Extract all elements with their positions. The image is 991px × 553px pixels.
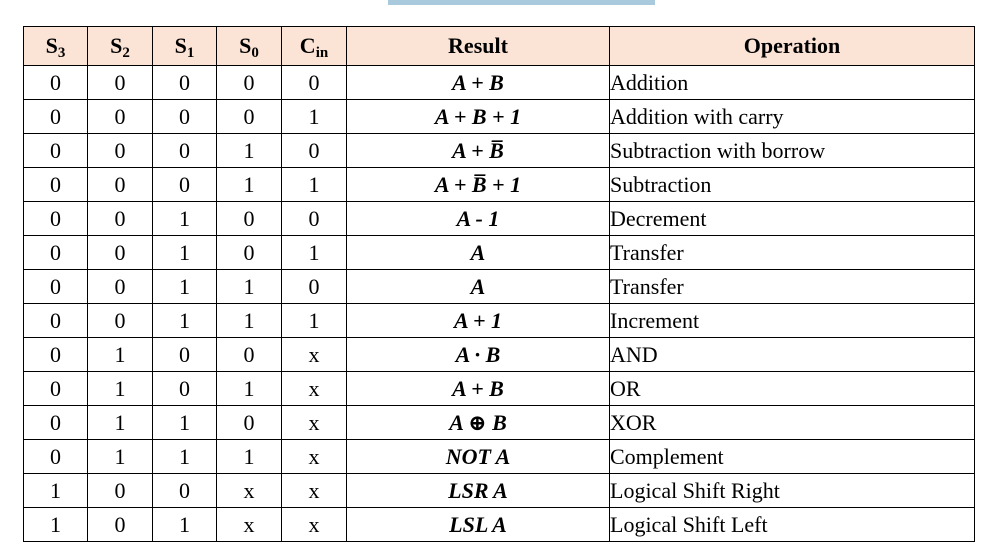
- cell-s1: 1: [153, 236, 217, 270]
- cell-s3: 0: [24, 338, 88, 372]
- cell-s2: 0: [88, 168, 153, 202]
- cell-s3: 0: [24, 66, 88, 100]
- cell-cin: x: [282, 406, 347, 440]
- cell-s3: 1: [24, 508, 88, 542]
- cell-cin: x: [282, 372, 347, 406]
- cell-s1: 0: [153, 338, 217, 372]
- cell-s0: 0: [217, 202, 282, 236]
- cell-result: LSL A: [347, 508, 610, 542]
- cell-cin: 0: [282, 202, 347, 236]
- cell-s1: 1: [153, 202, 217, 236]
- cell-cin: 0: [282, 270, 347, 304]
- cell-s2: 1: [88, 338, 153, 372]
- cell-s0: 0: [217, 236, 282, 270]
- cell-result: LSR A: [347, 474, 610, 508]
- table-row: [24, 508, 975, 542]
- cell-s0: 0: [217, 406, 282, 440]
- cell-operation: Logical Shift Left: [610, 508, 975, 542]
- cell-s1: 1: [153, 406, 217, 440]
- table-row: [24, 236, 975, 270]
- table-row: [24, 338, 975, 372]
- cell-s2: 0: [88, 474, 153, 508]
- cell-s3: 0: [24, 202, 88, 236]
- header-result: Result: [347, 27, 610, 66]
- cell-result: A + B̅: [347, 134, 610, 168]
- cell-result: A + 1: [347, 304, 610, 338]
- table-row: [24, 270, 975, 304]
- cell-s1: 1: [153, 508, 217, 542]
- cell-s0: 1: [217, 304, 282, 338]
- cell-s1: 0: [153, 134, 217, 168]
- cell-operation: Logical Shift Right: [610, 474, 975, 508]
- cell-result: A ⊕ B: [347, 406, 610, 440]
- cell-operation: Decrement: [610, 202, 975, 236]
- cell-cin: 0: [282, 66, 347, 100]
- cell-s0: 0: [217, 66, 282, 100]
- cell-cin: x: [282, 474, 347, 508]
- cell-s2: 0: [88, 236, 153, 270]
- cell-s3: 0: [24, 134, 88, 168]
- cell-result: A + B + 1: [347, 100, 610, 134]
- table-row: [24, 440, 975, 474]
- cell-result: NOT A: [347, 440, 610, 474]
- cell-s3: 0: [24, 270, 88, 304]
- table-row: [24, 168, 975, 202]
- table-row: [24, 134, 975, 168]
- cell-operation: AND: [610, 338, 975, 372]
- table-row: [24, 202, 975, 236]
- cell-operation: Addition with carry: [610, 100, 975, 134]
- header-s0: $S_0$: [217, 27, 282, 66]
- header-s3: $S_3$: [24, 27, 88, 66]
- cell-operation: Increment: [610, 304, 975, 338]
- header-s1: $S_1$: [153, 27, 217, 66]
- header-row: [24, 27, 975, 66]
- cell-s1: 1: [153, 440, 217, 474]
- cell-result: A + B: [347, 372, 610, 406]
- cell-cin: 1: [282, 168, 347, 202]
- cell-s2: 1: [88, 372, 153, 406]
- cell-s2: 0: [88, 270, 153, 304]
- cell-s0: x: [217, 508, 282, 542]
- cell-operation: Complement: [610, 440, 975, 474]
- cell-cin: 1: [282, 100, 347, 134]
- cell-s1: 0: [153, 66, 217, 100]
- cell-s3: 0: [24, 304, 88, 338]
- cell-s1: 0: [153, 100, 217, 134]
- cell-s3: 1: [24, 474, 88, 508]
- header-operation: Operation: [610, 27, 975, 66]
- cell-s3: 0: [24, 406, 88, 440]
- cell-s0: 1: [217, 134, 282, 168]
- cell-result: A - 1: [347, 202, 610, 236]
- cell-s2: 0: [88, 508, 153, 542]
- cell-s2: 0: [88, 66, 153, 100]
- table-row: [24, 304, 975, 338]
- cell-s3: 0: [24, 236, 88, 270]
- table-body: [24, 66, 975, 542]
- cell-result: A · B: [347, 338, 610, 372]
- cell-operation: OR: [610, 372, 975, 406]
- table-row: [24, 372, 975, 406]
- cell-s1: 0: [153, 372, 217, 406]
- cell-operation: Addition: [610, 66, 975, 100]
- cell-s3: 0: [24, 168, 88, 202]
- cell-result: A + B: [347, 66, 610, 100]
- cell-s0: 1: [217, 440, 282, 474]
- cell-result: A: [347, 270, 610, 304]
- cell-operation: Subtraction with borrow: [610, 134, 975, 168]
- header-cin: $C_{in}$: [282, 27, 347, 66]
- cell-s0: 1: [217, 270, 282, 304]
- cell-s3: 0: [24, 372, 88, 406]
- cell-s1: 1: [153, 270, 217, 304]
- cell-operation: Subtraction: [610, 168, 975, 202]
- cell-operation: XOR: [610, 406, 975, 440]
- cell-s1: 1: [153, 304, 217, 338]
- cell-s0: 1: [217, 372, 282, 406]
- cell-s1: 0: [153, 168, 217, 202]
- cell-s1: 0: [153, 474, 217, 508]
- cell-s2: 1: [88, 406, 153, 440]
- cell-cin: 0: [282, 134, 347, 168]
- table-row: [24, 100, 975, 134]
- cell-s2: 1: [88, 440, 153, 474]
- cell-s2: 0: [88, 100, 153, 134]
- cell-s0: x: [217, 474, 282, 508]
- cell-s0: 0: [217, 338, 282, 372]
- cell-s2: 0: [88, 304, 153, 338]
- cell-cin: x: [282, 508, 347, 542]
- cell-s3: 0: [24, 100, 88, 134]
- cell-result: A + B̅ + 1: [347, 168, 610, 202]
- top-accent-bar: [388, 0, 655, 5]
- cell-s0: 1: [217, 168, 282, 202]
- cell-operation: Transfer: [610, 236, 975, 270]
- cell-cin: 1: [282, 304, 347, 338]
- cell-cin: x: [282, 338, 347, 372]
- table-row: [24, 66, 975, 100]
- cell-result: A: [347, 236, 610, 270]
- table-row: [24, 406, 975, 440]
- cell-cin: x: [282, 440, 347, 474]
- cell-s2: 0: [88, 134, 153, 168]
- alu-function-table: [23, 26, 975, 542]
- cell-cin: 1: [282, 236, 347, 270]
- cell-s2: 0: [88, 202, 153, 236]
- table-row: [24, 474, 975, 508]
- header-s2: $S_2$: [88, 27, 153, 66]
- cell-s0: 0: [217, 100, 282, 134]
- cell-operation: Transfer: [610, 270, 975, 304]
- cell-s3: 0: [24, 440, 88, 474]
